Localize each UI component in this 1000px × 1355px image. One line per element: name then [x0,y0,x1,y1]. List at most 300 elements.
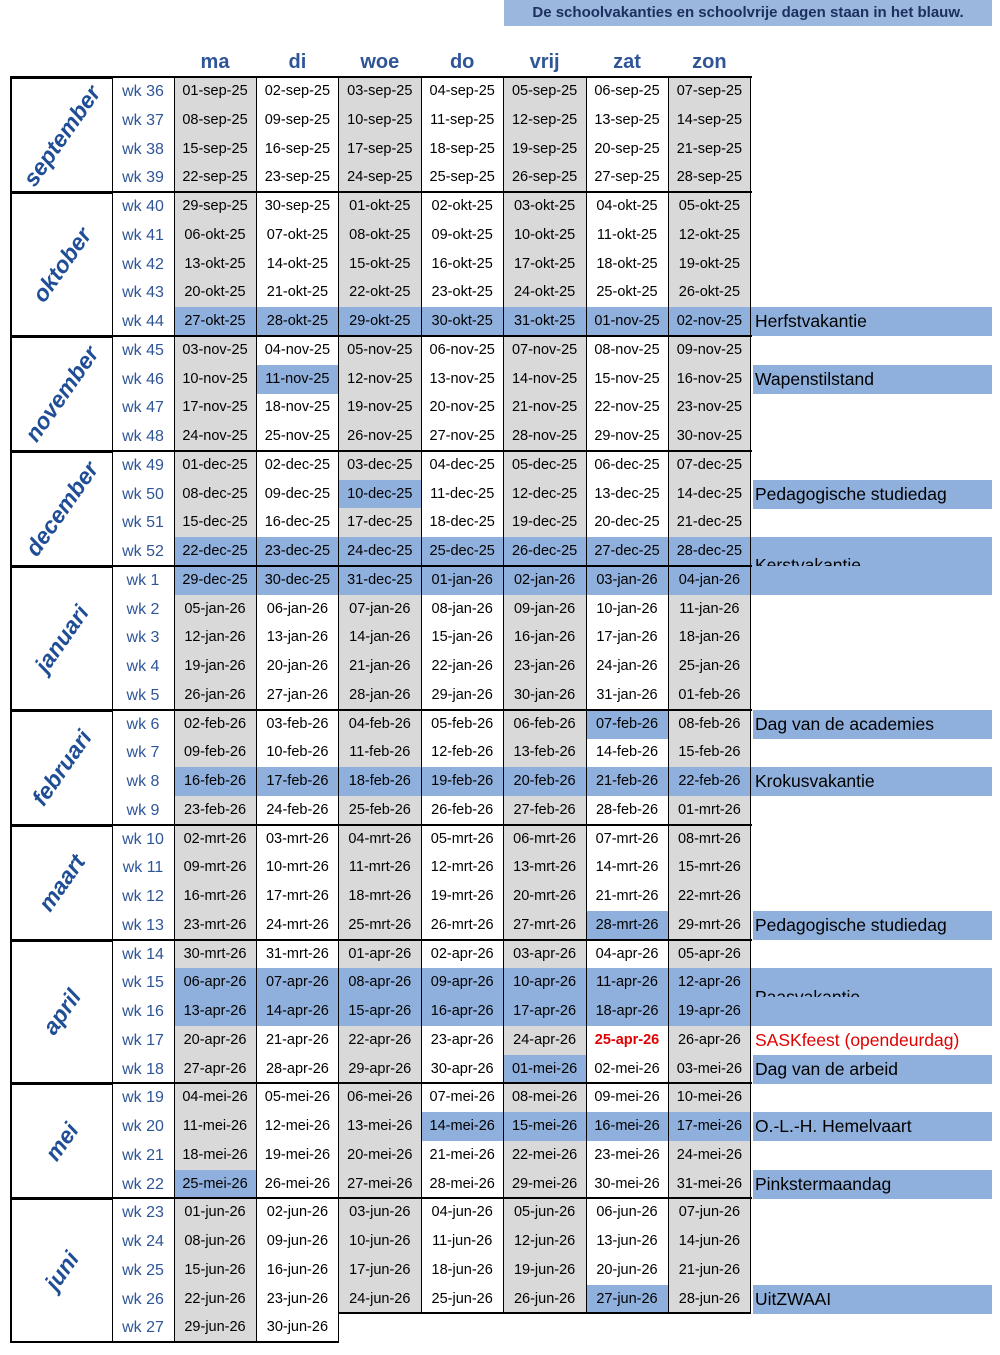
date-cell: 07-jan-26 [339,595,421,624]
date-cell: 11-dec-25 [430,485,495,502]
grid-line [668,77,669,1313]
month-block [10,710,112,825]
date-cell: 17-okt-25 [504,250,586,279]
date-cell: 23-okt-25 [431,284,493,301]
date-cell: 04-nov-25 [264,341,331,358]
date-cell: 24-apr-26 [504,1026,586,1055]
date-cell: 30-sep-25 [264,198,331,214]
date-cell: 12-feb-26 [431,744,494,761]
date-cell: 26-apr-26 [668,1026,750,1055]
holiday-note: Krokusvakantie [755,771,875,791]
month-block [10,940,112,1084]
date-cell: 13-feb-26 [504,738,586,767]
holiday-note: Herfstvakantie [755,311,867,331]
week-number: wk 50 [122,485,164,503]
grid-line [586,77,587,1313]
month-block [10,192,112,336]
date-cell: 07-nov-25 [504,336,586,365]
date-cell: 02-feb-26 [174,710,256,739]
date-cell: 29-jan-26 [431,686,493,703]
date-cell: 19-feb-26 [421,767,503,796]
date-cell: 12-nov-25 [339,365,421,394]
week-number: wk 18 [122,1060,164,1078]
date-cell: 22-feb-26 [668,767,750,796]
date-cell: 21-jan-26 [339,652,421,681]
week-number: wk 13 [122,916,164,934]
date-cell: 14-jun-26 [668,1227,750,1256]
date-cell: 19-dec-25 [504,508,586,537]
month-label: september [17,80,106,191]
date-cell: 20-sep-25 [594,140,660,157]
date-cell: 14-apr-26 [256,997,338,1026]
date-cell: 30-jun-26 [266,1319,329,1336]
date-cell: 06-feb-26 [504,710,586,739]
date-cell: 30-mrt-26 [174,940,256,969]
week-number: wk 6 [126,715,160,733]
date-cell: 13-jan-26 [266,629,329,646]
date-cell: 23-dec-25 [256,537,338,566]
weekday-di: di [288,51,307,73]
date-cell: 23-jan-26 [504,652,586,681]
date-cell: 22-nov-25 [594,399,660,416]
date-cell: 18-mrt-26 [339,882,421,911]
date-cell: 10-mei-26 [668,1083,750,1112]
week-number: wk 22 [122,1175,164,1193]
date-cell: 10-mrt-26 [265,859,329,876]
date-cell: 15-feb-26 [668,738,750,767]
week-number: wk 14 [122,945,164,963]
holiday-note: Pedagogische studiedag [753,911,992,940]
date-cell: 28-mrt-26 [586,911,668,940]
date-cell: 02-okt-25 [431,198,493,214]
month-label: november [19,341,104,447]
date-cell: 21-okt-25 [266,284,329,301]
date-cell: 20-apr-26 [174,1026,256,1055]
date-cell: 13-nov-25 [429,370,495,387]
date-cell: 01-jan-26 [421,566,503,595]
grid-line [112,77,113,1342]
date-cell: 27-okt-25 [174,307,256,336]
week-number: wk 1 [126,571,160,589]
date-cell: 03-feb-26 [266,715,329,732]
date-cell: 21-apr-26 [265,1031,329,1048]
date-cell: 11-mei-26 [174,1112,256,1141]
month-separator [10,1082,752,1084]
date-cell: 14-jan-26 [339,623,421,652]
date-cell: 01-okt-25 [339,192,421,221]
date-cell: 19-jun-26 [504,1256,586,1285]
holiday-note: UitZWAAI [753,1285,992,1314]
date-cell: 04-jun-26 [431,1204,493,1221]
week-number: wk 42 [122,255,164,273]
week-number: wk 45 [122,341,164,359]
week-number: wk 39 [122,169,164,187]
date-cell: 26-dec-25 [504,537,586,566]
grid-line [503,77,504,1313]
date-cell: 18-feb-26 [339,767,421,796]
date-cell: 05-apr-26 [668,940,750,969]
date-cell: 04-dec-25 [429,456,495,473]
date-cell: 09-apr-26 [421,968,503,997]
date-cell: 14-mei-26 [421,1112,503,1141]
date-cell: 01-sep-25 [174,77,256,106]
holiday-note: Dag van de arbeid [753,1055,992,1084]
date-cell: 27-jan-26 [266,686,329,703]
grid-line [750,77,751,1313]
week-number: wk 43 [122,284,164,302]
date-cell: 13-sep-25 [594,111,660,128]
date-cell: 22-sep-25 [174,163,256,192]
date-cell: 12-mei-26 [264,1118,331,1134]
date-cell: 29-dec-25 [174,566,256,595]
month-label: december [19,456,104,561]
week-number: wk 44 [122,313,164,330]
date-cell: 28-sep-25 [668,163,750,192]
date-cell: 15-nov-25 [594,370,660,387]
date-cell: 26-mei-26 [264,1175,331,1192]
date-cell: 18-jun-26 [431,1261,493,1278]
date-cell: 17-nov-25 [174,393,256,422]
date-cell: 14-nov-25 [504,365,586,394]
month-label: oktober [26,222,97,307]
date-cell: 26-feb-26 [431,801,494,818]
date-cell: 21-feb-26 [586,767,668,796]
holiday-note: O.-L.-H. Hemelvaart [753,1112,992,1141]
date-cell: 19-apr-26 [668,997,750,1026]
date-cell: 24-jan-26 [596,658,658,674]
date-cell: 01-jun-26 [174,1198,256,1227]
date-cell: 01-feb-26 [668,681,750,710]
date-cell: 01-mrt-26 [668,796,750,825]
date-cell: 06-jan-26 [266,600,329,617]
date-cell: 11-sep-25 [430,111,495,128]
date-cell: 24-okt-25 [504,278,586,307]
week-number: wk 49 [122,456,164,474]
weekday-zon: zon [692,51,727,73]
date-cell: 14-mrt-26 [595,859,659,876]
date-cell: 29-mei-26 [504,1170,586,1199]
week-number: wk 15 [122,974,164,992]
date-cell: 31-okt-25 [504,307,586,336]
date-cell: 03-mrt-26 [265,830,329,847]
date-cell: 27-mrt-26 [504,911,586,940]
date-cell: 12-dec-25 [504,480,586,509]
date-cell: 24-sep-25 [339,163,421,192]
month-block [10,1083,112,1198]
date-cell: 02-mei-26 [594,1060,660,1077]
date-cell: 05-jan-26 [174,595,256,624]
date-cell: 19-okt-25 [668,250,750,279]
date-cell: 09-jan-26 [504,595,586,624]
month-separator [10,191,752,193]
date-cell: 24-dec-25 [339,537,421,566]
month-separator [10,1197,752,1199]
date-cell: 15-jan-26 [431,629,493,646]
week-number: wk 9 [126,801,160,819]
date-cell: 21-dec-25 [668,508,750,537]
week-number: wk 16 [122,1003,164,1020]
date-cell: 10-feb-26 [266,744,329,761]
date-cell: 24-mrt-26 [265,916,329,933]
date-cell: 06-dec-25 [594,456,660,473]
date-cell: 14-feb-26 [595,744,659,761]
date-cell: 16-dec-25 [264,514,331,531]
date-cell: 22-jan-26 [431,658,493,674]
date-cell: 26-jan-26 [174,681,256,710]
date-cell: 18-nov-25 [264,399,331,416]
grid-line [338,77,339,1342]
date-cell: 03-sep-25 [339,77,421,106]
date-cell: 13-okt-25 [174,250,256,279]
date-cell: 10-dec-25 [339,480,421,509]
week-number: wk 10 [122,830,164,848]
date-cell: 04-apr-26 [595,945,659,962]
date-cell: 06-nov-25 [429,341,495,358]
date-cell: 11-jun-26 [432,1233,493,1249]
table-bottom [339,1312,751,1314]
date-cell: 10-jun-26 [339,1227,421,1256]
date-cell: 06-okt-25 [174,221,256,250]
month-block [10,77,112,192]
date-cell: 20-jun-26 [596,1261,658,1278]
date-cell: 15-sep-25 [174,135,256,164]
date-cell: 05-nov-25 [339,336,421,365]
date-cell: 17-mrt-26 [265,888,329,904]
date-cell: 26-sep-25 [504,163,586,192]
holiday-note: Pedagogische studiedag [753,480,992,509]
date-cell: 30-nov-25 [668,422,750,451]
date-cell: 21-mrt-26 [595,888,659,904]
date-cell: 06-mei-26 [339,1083,421,1112]
date-cell: 05-jun-26 [504,1198,586,1227]
date-cell: 16-apr-26 [421,997,503,1026]
date-cell: 07-feb-26 [586,710,668,739]
month-label: maart [32,849,91,916]
week-number: wk 24 [122,1233,164,1250]
date-cell: 20-dec-25 [594,514,660,531]
month-label: juni [39,1246,84,1296]
date-cell: 16-mrt-26 [174,882,256,911]
date-cell: 20-jan-26 [266,658,329,674]
date-cell: 27-feb-26 [504,796,586,825]
date-cell: 13-dec-25 [594,485,660,502]
date-cell: 22-mei-26 [504,1141,586,1170]
date-cell: 08-mei-26 [504,1083,586,1112]
date-cell: 27-dec-25 [586,537,668,566]
date-cell: 03-jan-26 [586,566,668,595]
week-number: wk 7 [126,744,160,762]
date-cell: 25-sep-25 [429,169,495,186]
date-cell: 24-jun-26 [339,1285,421,1314]
week-number: wk 20 [122,1118,164,1135]
month-label: mei [39,1117,84,1166]
date-cell: 06-mrt-26 [504,825,586,854]
date-cell: 18-apr-26 [586,997,668,1026]
date-cell: 01-apr-26 [339,940,421,969]
date-cell: 28-feb-26 [595,801,659,818]
month-separator [10,939,752,941]
holiday-note: Pinkstermaandag [753,1170,992,1199]
grid-line [421,77,422,1313]
date-cell: 24-nov-25 [174,422,256,451]
date-cell: 03-nov-25 [174,336,256,365]
date-cell: 17-jan-26 [596,629,658,646]
date-cell: 08-feb-26 [668,710,750,739]
holiday-note: Dag van de academies [753,710,992,739]
date-cell: 29-apr-26 [339,1055,421,1084]
date-cell: 10-jan-26 [596,600,658,617]
date-cell: 02-jun-26 [266,1204,329,1221]
date-cell: 26-okt-25 [668,278,750,307]
date-cell: 12-apr-26 [668,968,750,997]
date-cell: 28-apr-26 [265,1060,329,1077]
date-cell: 19-mei-26 [264,1146,331,1163]
date-cell: 04-feb-26 [339,710,421,739]
date-cell: 16-okt-25 [431,255,493,272]
date-cell: 03-jun-26 [339,1198,421,1227]
month-separator [10,824,752,826]
date-cell: 24-mei-26 [668,1141,750,1170]
date-cell: 03-dec-25 [339,451,421,480]
week-number: wk 17 [122,1031,164,1049]
week-number: wk 52 [122,543,164,560]
date-cell: 25-apr-26 [594,1031,660,1048]
date-cell: 31-mrt-26 [265,945,329,962]
date-cell: 22-jun-26 [174,1285,256,1314]
date-cell: 05-mei-26 [264,1089,331,1106]
date-cell: 29-jun-26 [174,1313,256,1342]
month-block [10,451,112,566]
weekday-do: do [449,51,475,73]
month-separator [10,565,752,567]
date-cell: 19-jan-26 [174,652,256,681]
date-cell: 11-nov-25 [256,365,338,394]
date-cell: 25-dec-25 [421,537,503,566]
date-cell: 22-mrt-26 [668,882,750,911]
date-cell: 21-sep-25 [668,135,750,164]
date-cell: 08-apr-26 [339,968,421,997]
month-block [10,566,112,710]
date-cell: 03-mei-26 [668,1055,750,1084]
date-cell: 04-mrt-26 [339,825,421,854]
week-number: wk 41 [122,226,164,244]
date-cell: 26-jun-26 [504,1285,586,1314]
date-cell: 13-apr-26 [174,997,256,1026]
month-separator [10,76,752,78]
week-number: wk 27 [122,1319,164,1337]
date-cell: 27-apr-26 [174,1055,256,1084]
date-cell: 05-dec-25 [504,451,586,480]
date-cell: 04-okt-25 [596,198,658,214]
date-cell: 28-okt-25 [256,307,338,336]
date-cell: 02-dec-25 [264,456,331,473]
date-cell: 26-mrt-26 [430,916,494,933]
date-cell: 11-mrt-26 [339,853,421,882]
date-cell: 11-feb-26 [339,738,421,767]
date-cell: 29-sep-25 [174,192,256,221]
date-cell: 15-mei-26 [504,1112,586,1141]
date-cell: 02-apr-26 [430,945,494,962]
date-cell: 20-mrt-26 [504,882,586,911]
date-cell: 02-mrt-26 [174,825,256,854]
month-label: april [37,984,87,1040]
date-cell: 26-nov-25 [339,422,421,451]
week-number: wk 37 [122,111,164,129]
date-cell: 18-sep-25 [429,140,495,157]
date-cell: 28-mei-26 [429,1175,495,1192]
date-cell: 15-apr-26 [339,997,421,1026]
date-cell: 19-sep-25 [504,135,586,164]
date-cell: 15-jun-26 [174,1256,256,1285]
date-cell: 28-jun-26 [668,1285,750,1314]
date-cell: 15-mrt-26 [668,853,750,882]
weekday-zat: zat [613,51,641,73]
week-number: wk 46 [122,370,164,388]
date-cell: 30-apr-26 [430,1060,494,1077]
date-cell: 20-mei-26 [339,1141,421,1170]
date-cell: 25-nov-25 [264,428,331,444]
date-cell: 23-feb-26 [174,796,256,825]
date-cell: 23-mei-26 [594,1146,660,1163]
month-separator [10,335,752,337]
date-cell: 12-sep-25 [504,106,586,135]
date-cell: 14-okt-25 [266,255,329,272]
weekday-ma: ma [200,51,230,73]
date-cell: 18-dec-25 [429,514,495,531]
weekday-woe: woe [360,51,400,73]
date-cell: 17-feb-26 [256,767,338,796]
date-cell: 08-sep-25 [174,106,256,135]
date-cell: 30-mei-26 [594,1175,660,1192]
date-cell: 17-jun-26 [339,1256,421,1285]
date-cell: 31-mei-26 [668,1170,750,1199]
date-cell: 25-mrt-26 [339,911,421,940]
week-number: wk 3 [126,629,160,647]
date-cell: 27-mei-26 [339,1170,421,1199]
date-cell: 13-mei-26 [339,1112,421,1141]
date-cell: 17-apr-26 [504,997,586,1026]
date-cell: 21-jun-26 [668,1256,750,1285]
date-cell: 07-okt-25 [266,226,329,243]
date-cell: 02-jan-26 [504,566,586,595]
grid-line [10,77,11,1342]
date-cell: 13-mrt-26 [504,853,586,882]
date-cell: 12-jun-26 [504,1227,586,1256]
date-cell: 01-dec-25 [174,451,256,480]
date-cell: 16-mei-26 [586,1112,668,1141]
date-cell: 01-nov-25 [586,307,668,336]
week-number: wk 47 [122,399,164,417]
date-cell: 08-jan-26 [431,600,493,617]
date-cell: 12-mrt-26 [430,859,494,876]
month-label: januari [29,599,94,677]
date-cell: 07-mei-26 [429,1089,495,1106]
date-cell: 04-sep-25 [429,83,495,99]
date-cell: 07-apr-26 [256,968,338,997]
date-cell: 23-sep-25 [264,169,331,186]
date-cell: 03-okt-25 [504,192,586,221]
legend-banner: De schoolvakanties en schoolvrije dagen staan in het blauw. [504,0,992,26]
date-cell: 17-mei-26 [668,1112,750,1141]
week-number: wk 36 [122,83,164,100]
date-cell: 16-sep-25 [264,140,331,157]
date-cell: 07-mrt-26 [595,830,659,847]
date-cell: 25-mei-26 [174,1170,256,1199]
date-cell: 11-jan-26 [668,595,750,624]
week-number: wk 26 [122,1290,164,1308]
date-cell: 18-mei-26 [174,1141,256,1170]
week-number: wk 25 [122,1261,164,1279]
